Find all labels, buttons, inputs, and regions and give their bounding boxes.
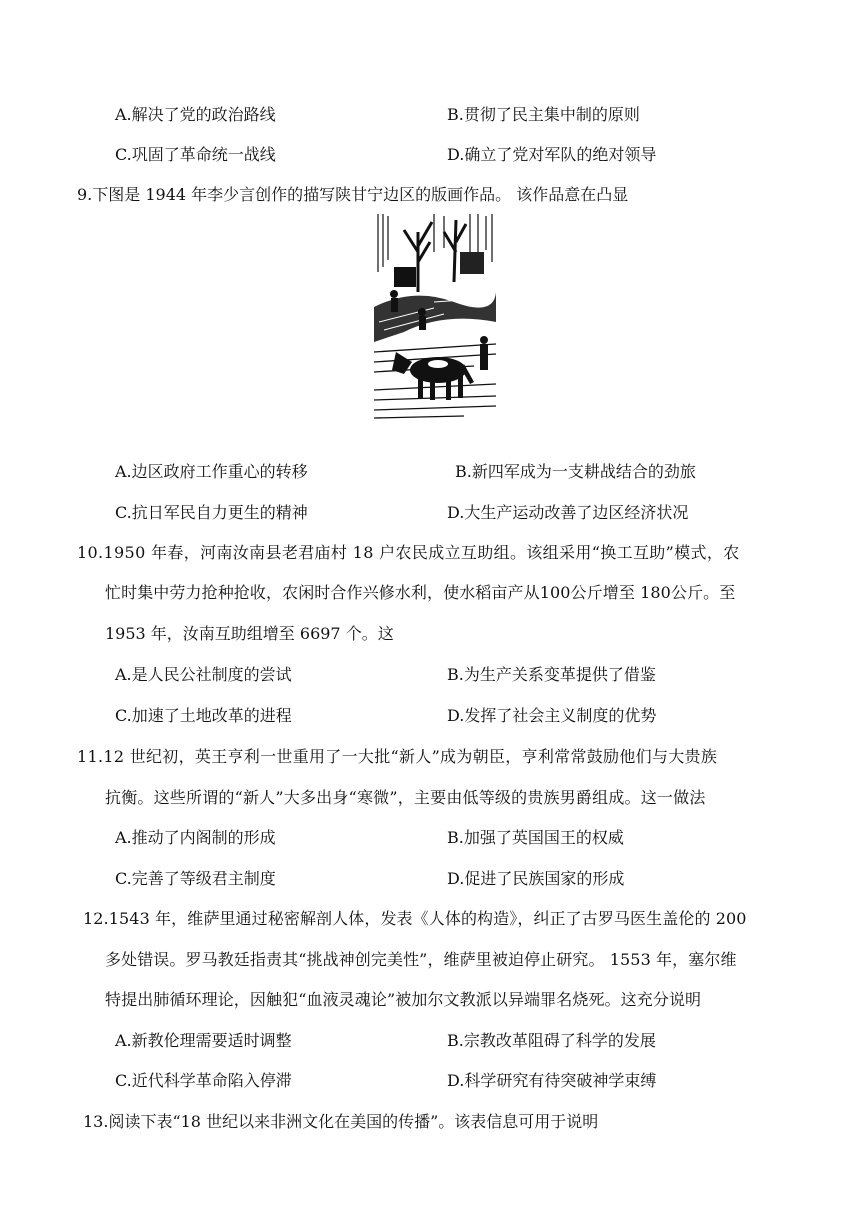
q12-stem-line-3: 特提出肺循环理论，因触犯“血液灵魂论”被加尔文教派以异端罪名烧死。这充分说明 bbox=[105, 990, 702, 1009]
q8-option-b: B.贯彻了民主集中制的原则 bbox=[447, 105, 640, 124]
q12-option-c: C.近代科学革命陷入停滞 bbox=[115, 1071, 292, 1090]
q8-option-d: D.确立了党对军队的绝对领导 bbox=[447, 145, 657, 164]
q12-option-b: B.宗教改革阻碍了科学的发展 bbox=[447, 1031, 656, 1050]
q9-option-c: C.抗日军民自力更生的精神 bbox=[115, 503, 308, 522]
q8-option-a: A.解决了党的政治路线 bbox=[115, 105, 276, 124]
q10-option-c: C.加速了土地改革的进程 bbox=[115, 706, 292, 725]
q11-option-d: D.促进了民族国家的形成 bbox=[447, 869, 625, 888]
q10-option-d: D.发挥了社会主义制度的优势 bbox=[447, 706, 657, 725]
q11-option-a: A.推动了内阁制的形成 bbox=[115, 828, 276, 847]
q9-option-b: B.新四军成为一支耕战结合的劲旅 bbox=[455, 462, 696, 481]
q13-stem: 13.阅读下表“18 世纪以来非洲文化在美国的传播”。该表信息可用于说明 bbox=[83, 1112, 599, 1131]
q11-stem-line-1: 11.12 世纪初，英王亨利一世重用了一大批“新人”成为朝臣，亨利常常鼓励他们与大贵族 bbox=[77, 747, 718, 766]
woodcut-print-image bbox=[374, 212, 496, 422]
q10-stem-line-3: 1953 年，汝南互助组增至 6697 个。这 bbox=[105, 624, 394, 643]
q9-stem: 9.下图是 1944 年李少言创作的描写陕甘宁边区的版画作品。 该作品意在凸显 bbox=[77, 185, 629, 204]
q11-stem-line-2: 抗衡。这些所谓的“新人”大多出身“寒微”，主要由低等级的贵族男爵组成。这一做法 bbox=[105, 788, 706, 807]
q12-stem-line-2: 多处错误。罗马教廷指责其“挑战神创完美性”，维萨里被迫停止研究。 1553 年，塞尔维 bbox=[105, 950, 737, 969]
q12-stem-line-1: 12.1543 年，维萨里通过秘密解剖人体，发表《人体的构造》，纠正了古罗马医生盖伦的 200 bbox=[83, 909, 747, 928]
q10-stem-line-2: 忙时集中劳力抢种抢收，农闲时合作兴修水利，使水稻亩产从100公斤增至 180公斤。至 bbox=[105, 583, 736, 602]
q12-option-a: A.新教伦理需要适时调整 bbox=[115, 1031, 292, 1050]
q10-stem-line-1: 10.1950 年春，河南汝南县老君庙村 18 户农民成立互助组。该组采用“换工互助”模式，农 bbox=[77, 543, 740, 562]
q10-option-b: B.为生产关系变革提供了借鉴 bbox=[447, 665, 656, 684]
q9-option-a: A.边区政府工作重心的转移 bbox=[115, 462, 308, 481]
q11-option-c: C.完善了等级君主制度 bbox=[115, 869, 276, 888]
q11-option-b: B.加强了英国国王的权威 bbox=[447, 828, 624, 847]
q10-option-a: A.是人民公社制度的尝试 bbox=[115, 665, 292, 684]
q9-option-d: D.大生产运动改善了边区经济状况 bbox=[447, 503, 689, 522]
q8-option-c: C.巩固了革命统一战线 bbox=[115, 145, 276, 164]
q12-option-d: D.科学研究有待突破神学束缚 bbox=[447, 1071, 657, 1090]
